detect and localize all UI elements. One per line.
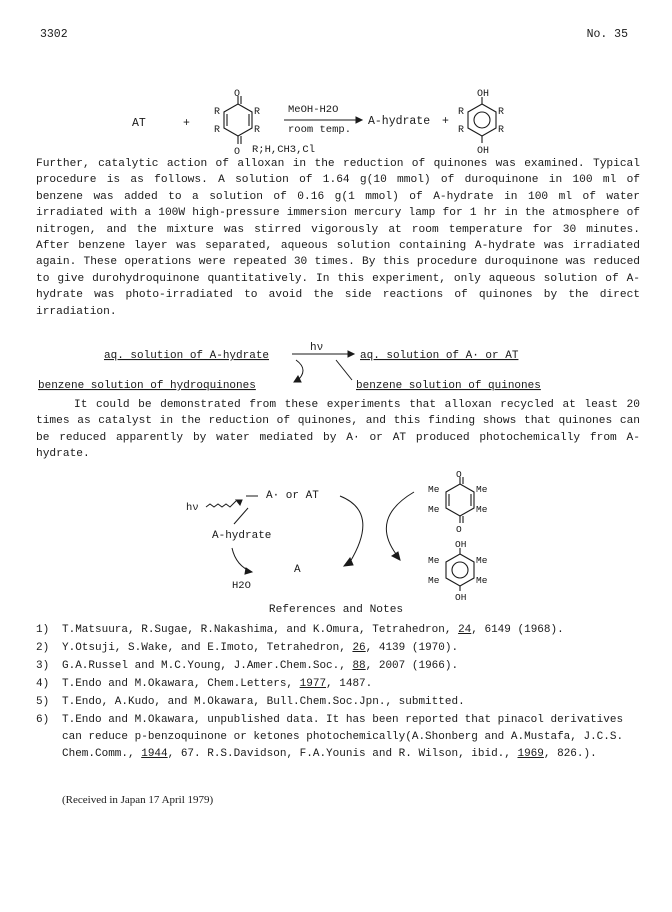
references-heading: References and Notes: [268, 604, 404, 616]
reference-year: 1944: [141, 748, 168, 760]
quinone-r-tr: R: [254, 107, 261, 118]
reference-number: 5): [36, 696, 50, 708]
reference-pages: , 6149 (1968).: [471, 624, 564, 636]
water-label: H2O: [232, 580, 251, 592]
conclusion-paragraph: It could be demonstrated from these experiments that alloxan recycled at least 20 times as catalyst in the reduction of quinones, and this finding shows that quinones can be reduced apparently by water mediated by A· or AT produced photochemically from A-hydrate.: [36, 399, 640, 461]
reactant-at: AT: [132, 117, 146, 130]
aq-a-hydrate-label: aq. solution of A-hydrate: [104, 350, 270, 362]
conditions-temperature: room temp.: [288, 124, 352, 136]
aq-a-or-at-label: aq. solution of A· or AT: [360, 350, 519, 362]
reference-number: 3): [36, 660, 50, 672]
reference-pages: , 2007 (1966).: [365, 660, 459, 672]
reference-text: T.Endo and M.Okawara, Chem.Letters,: [62, 678, 300, 690]
reference-text: G.A.Russel and M.C.Young, J.Amer.Chem.Soc.,: [62, 660, 353, 672]
reference-item: [36, 640, 646, 657]
reference-number: 4): [36, 678, 50, 690]
reaction-arrow: [284, 117, 362, 123]
hydroquinone-r-tr: R: [498, 107, 505, 118]
reference-text: T.Endo, A.Kudo, and M.Okawara, Bull.Chem.Soc.Jpn., submitted.: [62, 696, 465, 708]
received-date: (Received in Japan 17 April 1979): [62, 794, 214, 806]
catalytic-cycle-scheme: [0, 470, 672, 602]
reference-item: [36, 658, 646, 675]
durohydroquinone-me-bl: Me: [428, 575, 440, 586]
duroquinone-me-tl: Me: [428, 484, 440, 495]
reference-number: 2): [36, 642, 50, 654]
duroquinone-me-br: Me: [476, 504, 488, 515]
durohydroquinone-oh-bottom: OH: [455, 592, 467, 602]
reference-pages: , 826.).: [543, 748, 597, 760]
durohydroquinone-me-tl: Me: [428, 555, 440, 566]
experimental-paragraph: Further, catalytic action of alloxan in the reduction of quinones was examined. Typical procedure is as follows. A solution of 1.64 g(10 mmol) of duroquinone in 100 ml of benzene was added to a solution of 0.16 g(1 mmol) of A-hydrate in 100 ml of water irradiated with a 100W high-pressure immersion mercury lamp for 1 hr in the atmosphere of nitrogen, and the mixture was stirred vigorously at room temperature for 30 minutes. After benzene layer was separated, aqueous solution containing A-hydrate was irradiated again. These operations were repeated 30 times. By this procedure duroquinone was reduced to give durohydroquinone quantitatively. In this experiment, only aqueous solution of A-hydrate was photo-irradiated to avoid the side reactions of quinones by the direct irradiation.: [36, 158, 640, 318]
alloxan-label: A: [294, 564, 301, 576]
reference-number: 6): [36, 714, 50, 726]
light-arrow: [206, 500, 242, 507]
quinone-oxygen-top: O: [234, 89, 241, 100]
conditions-solvent: MeOH-H2O: [288, 104, 339, 116]
quinone-oxygen-bottom: O: [234, 147, 241, 158]
reference-year-2: 1969: [517, 748, 544, 760]
product-a-hydrate: A-hydrate: [368, 115, 431, 128]
reference-volume: 88: [352, 660, 366, 672]
hydroquinone-r-br: R: [498, 125, 505, 136]
hydroquinone-r-bl: R: [458, 125, 465, 136]
reference-volume: 24: [458, 624, 472, 636]
reference-number: 1): [36, 624, 50, 636]
radical-label: A· or AT: [266, 490, 319, 502]
reference-text: Y.Otsuji, S.Wake, and E.Imoto, Tetrahedron,: [62, 642, 353, 654]
hydroquinone-oh-bottom: OH: [477, 146, 490, 157]
quinone-r-bl: R: [214, 125, 221, 136]
light-label-2: hν: [186, 502, 199, 514]
durohydroquinone-me-br: Me: [476, 575, 488, 586]
duroquinone-me-bl: Me: [428, 504, 440, 515]
reference-item: [36, 622, 646, 639]
hydroquinone-oh-top: OH: [477, 89, 490, 100]
light-label: hν: [310, 342, 324, 354]
issue-number: No. 35: [586, 28, 628, 41]
durohydroquinone-structure: [446, 548, 474, 591]
hydroquinone-r-tl: R: [458, 107, 465, 118]
duroquinone-o-bottom: O: [456, 524, 462, 535]
quinone-r-br: R: [254, 125, 261, 136]
reference-pages: , 4139 (1970).: [365, 642, 459, 654]
benzene-hydroquinones-label: benzene solution of hydroquinones: [38, 380, 256, 392]
duroquinone-o-top: O: [456, 470, 462, 480]
durohydroquinone-oh-top: OH: [455, 539, 467, 550]
reference-volume: 26: [352, 642, 366, 654]
cycle-arcs: [340, 492, 414, 566]
reference-item: [36, 676, 646, 693]
duroquinone-structure: [446, 477, 474, 523]
reference-pages: , 1487.: [326, 678, 373, 690]
duroquinone-me-tr: Me: [476, 484, 488, 495]
reference-text: T.Matsuura, R.Sugae, R.Nakashima, and K.Omura, Tetrahedron,: [62, 624, 459, 636]
reference-item: [36, 712, 646, 763]
hydroquinone-structure: [468, 97, 496, 143]
plus-sign: +: [183, 117, 190, 130]
durohydroquinone-me-tr: Me: [476, 555, 488, 566]
r-definition: R;H,CH3,Cl: [252, 144, 316, 156]
references-list: [36, 622, 646, 764]
cycle-arrows: [292, 351, 354, 382]
reference-item: [36, 694, 646, 711]
reference-text-cont: , 67. R.S.Davidson, F.A.Younis and R. Wilson, ibid.,: [167, 748, 518, 760]
two-phase-scheme: [0, 336, 672, 396]
quinone-r-tl: R: [214, 107, 221, 118]
page-number: 3302: [40, 28, 68, 41]
benzene-quinones-label: benzene solution of quinones: [356, 380, 541, 392]
a-hydrate-label: A-hydrate: [212, 530, 272, 542]
plus-sign-2: +: [442, 115, 449, 128]
reference-text: T.Endo and M.Okawara, unpublished data. It has been reported that pinacol derivatives can reduce p-benzoquinone or ketones photochemically(A.Shonberg and A.Mustafa, J.C.S. Chem.Comm.,: [62, 714, 624, 760]
quinone-structure: [224, 96, 252, 144]
reaction-scheme-1: [0, 86, 672, 158]
reference-volume: 1977: [299, 678, 327, 690]
